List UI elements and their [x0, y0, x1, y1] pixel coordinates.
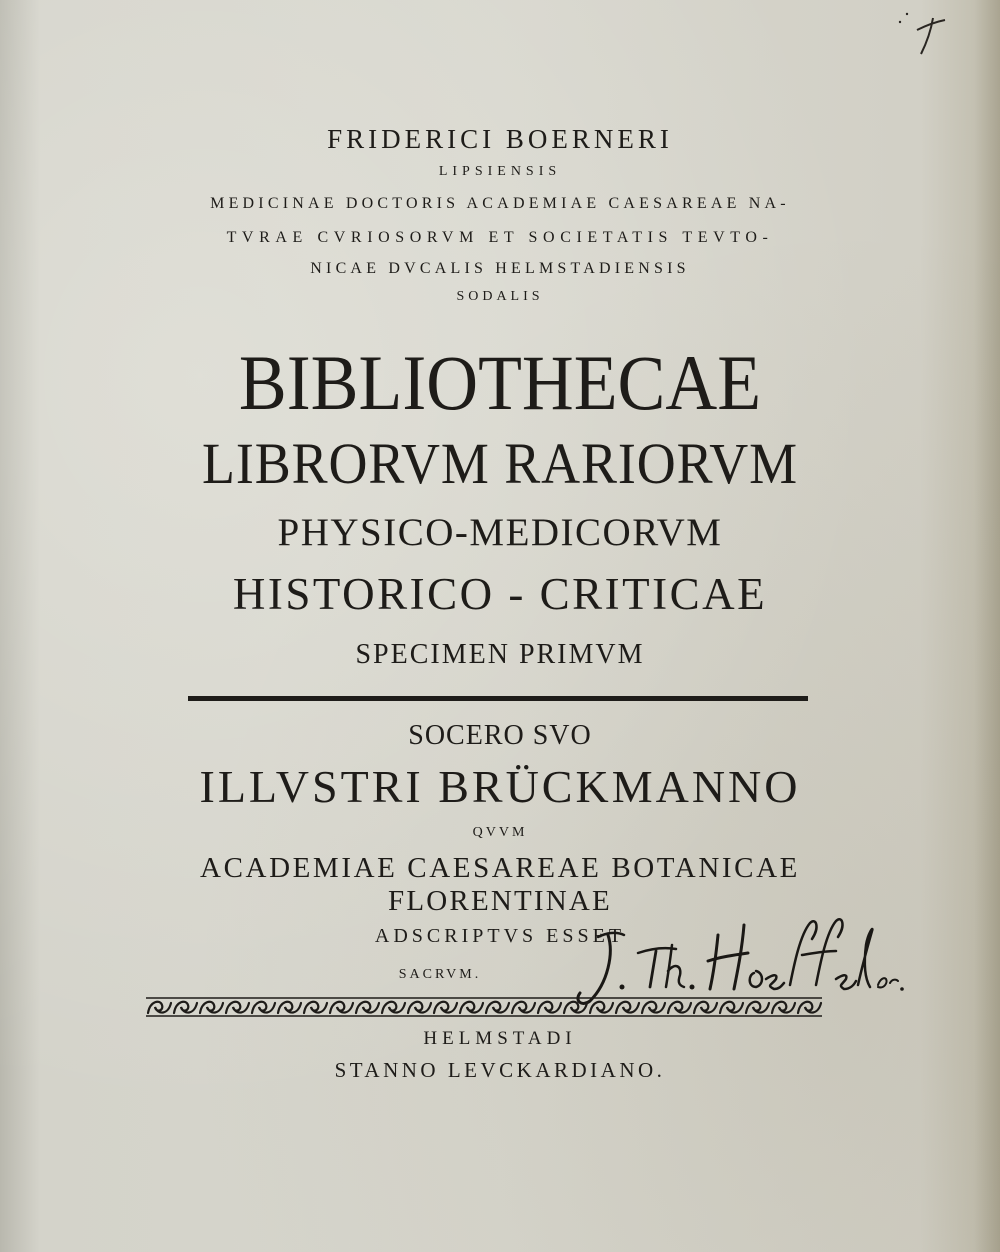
decorative-border-ornament [146, 995, 828, 1019]
dedication-line-1: SOCERO SVO [408, 720, 592, 751]
ornament-link [382, 1002, 405, 1013]
ornament-link [252, 1002, 275, 1013]
ornament-link [668, 1002, 691, 1013]
affiliation-line-3: NICAE DVCALIS HELMSTADIENSIS [310, 260, 690, 277]
ornament-link [642, 1002, 665, 1013]
ornament-link [330, 1002, 353, 1013]
affiliation-line-1: MEDICINAE DOCTORIS ACADEMIAE CAESAREAE NA- [210, 195, 790, 212]
ornament-link [148, 1002, 171, 1013]
specimen-line: SPECIMEN PRIMVM [355, 639, 645, 670]
author-origin: LIPSIENSIS [438, 164, 562, 179]
ornament-link [486, 1002, 509, 1013]
dedication-line-5: FLORENTINAE [388, 885, 612, 917]
ornament-link [798, 1002, 821, 1013]
ornament-link [538, 1002, 561, 1013]
ornament-link [616, 1002, 639, 1013]
ornament-link [772, 1002, 795, 1013]
ornament-link [512, 1002, 535, 1013]
ornament-link [278, 1002, 301, 1013]
horizontal-rule [188, 696, 808, 701]
author-name: FRIDERICI BOERNERI [327, 124, 673, 154]
dedication-line-7: SACRVM. [398, 967, 482, 982]
imprint-place: HELMSTADI [423, 1028, 577, 1049]
affiliation-line-4: SODALIS [456, 289, 544, 304]
ornament-link [460, 1002, 483, 1013]
dedication-line-4: ACADEMIAE CAESAREAE BOTANICAE [200, 852, 800, 884]
ornament-link [408, 1002, 431, 1013]
ornament-link [694, 1002, 717, 1013]
ornament-link [174, 1002, 197, 1013]
dedication-line-3: QVVM [472, 825, 528, 840]
ornament-link [200, 1002, 223, 1013]
ornament-link [564, 1002, 587, 1013]
main-title: BIBLIOTHECAE [238, 339, 762, 426]
title-line-4: HISTORICO - CRITICAE [232, 569, 768, 619]
title-line-3: PHYSICO-MEDICORVM [277, 511, 723, 554]
corner-handwritten-mark [895, 8, 955, 60]
ornament-link [356, 1002, 379, 1013]
affiliation-line-2: TVRAE CVRIOSORVM ET SOCIETATIS TEVTO- [226, 229, 774, 246]
ornament-link [590, 1002, 613, 1013]
ornament-link [304, 1002, 327, 1013]
ornament-link [746, 1002, 769, 1013]
ornament-link [720, 1002, 743, 1013]
ornament-link [226, 1002, 249, 1013]
dedicatee-name: ILLVSTRI BRÜCKMANNO [199, 761, 801, 812]
ornament-link [434, 1002, 457, 1013]
title-line-2: LIBRORVM RARIORVM [201, 431, 799, 496]
dedication-line-6: ADSCRIPTVS ESSET [374, 925, 626, 947]
imprint-printer: STANNO LEVCKARDIANO. [334, 1058, 666, 1082]
